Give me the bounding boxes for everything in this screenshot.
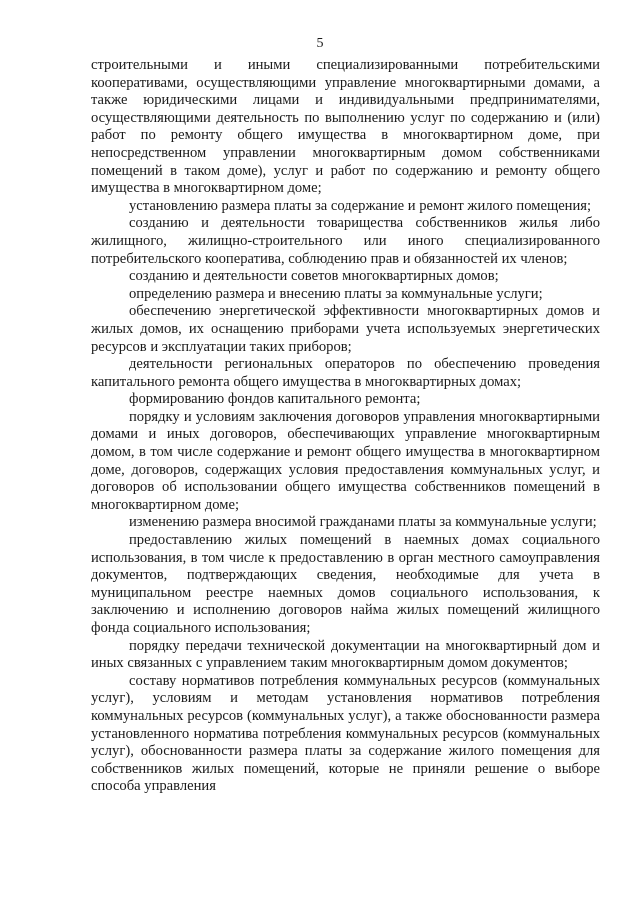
paragraph-4: созданию и деятельности советов многоквартирных домов; xyxy=(129,268,499,285)
paragraph-9: порядку и условиям заключения договоров управления многоквартирными домами и иных договоров, обеспечивающих управление многоквартирным домом, в том числе содержание и ремонт общего имущества в многоквартирном доме, договоров, содержащих условия предоставления коммунальных услуг, и договоров об использовании общего имущества собственников помещений в многоквартирном доме; xyxy=(91,408,600,513)
paragraph-13: составу нормативов потребления коммунальных ресурсов (коммунальных услуг), условиям и методам установления нормативов потребления коммунальных ресурсов (коммунальных услуг), а также обоснованности размера установленного норматива потребления коммунальных ресурсов (коммунальных услуг), обоснованности размера платы за содержание жилого помещения для собственников жилых помещений, которые не приняли решение о выборе способа управления xyxy=(91,672,600,795)
page-number: 5 xyxy=(316,36,324,51)
paragraph-11: предоставлению жилых помещений в наемных домах социального использования, в том числе к предоставлению в орган местного самоуправления документов, подтверждающих сведения, необходимые для учета в муниципальном реестре наемных домов социального использования, к заключению и исполнению договоров найма жилых помещений жилищного фонда социального использования; xyxy=(91,532,600,636)
paragraph-5: определению размера и внесению платы за коммунальные услуги; xyxy=(129,285,543,302)
paragraph-7: деятельности региональных операторов по обеспечению проведения капитального ремонта общего имущества в многоквартирных домах; xyxy=(91,356,600,390)
paragraph-10: изменению размера вносимой гражданами платы за коммунальные услуги; xyxy=(129,514,597,531)
paragraph-3: созданию и деятельности товарищества собственников жилья либо жилищного, жилищно-строительного или иного специализированного потребительского кооператива, соблюдению прав и обязанностей их членов; xyxy=(91,215,600,267)
paragraph-1: строительными и иными специализированными потребительскими кооперативами, осуществляющими управление многоквартирными домами, а также юридическими лицами и индивидуальными предпринимателями, осуществляющими деятельность по выполнению услуг по содержанию и (или) работ по ремонту общего имущества в многоквартирном доме, при непосредственном управлении многоквартирным домом собственниками помещений в таком доме), услуг и работ по содержанию и ремонту общего имущества в многоквартирном доме; xyxy=(91,57,600,197)
document-body xyxy=(91,57,600,796)
paragraph-12: порядку передачи технической документации на многоквартирный дом и иных связанных с управлением таким многоквартирным домом документов; xyxy=(91,637,600,672)
paragraph-2: установлению размера платы за содержание и ремонт жилого помещения; xyxy=(129,197,592,214)
paragraph-8: формированию фондов капитального ремонта; xyxy=(129,391,421,408)
paragraph-6: обеспечению энергетической эффективности многоквартирных домов и жилых домов, их оснащению приборами учета используемых энергетических ресурсов и эксплуатации таких приборов; xyxy=(91,303,600,355)
